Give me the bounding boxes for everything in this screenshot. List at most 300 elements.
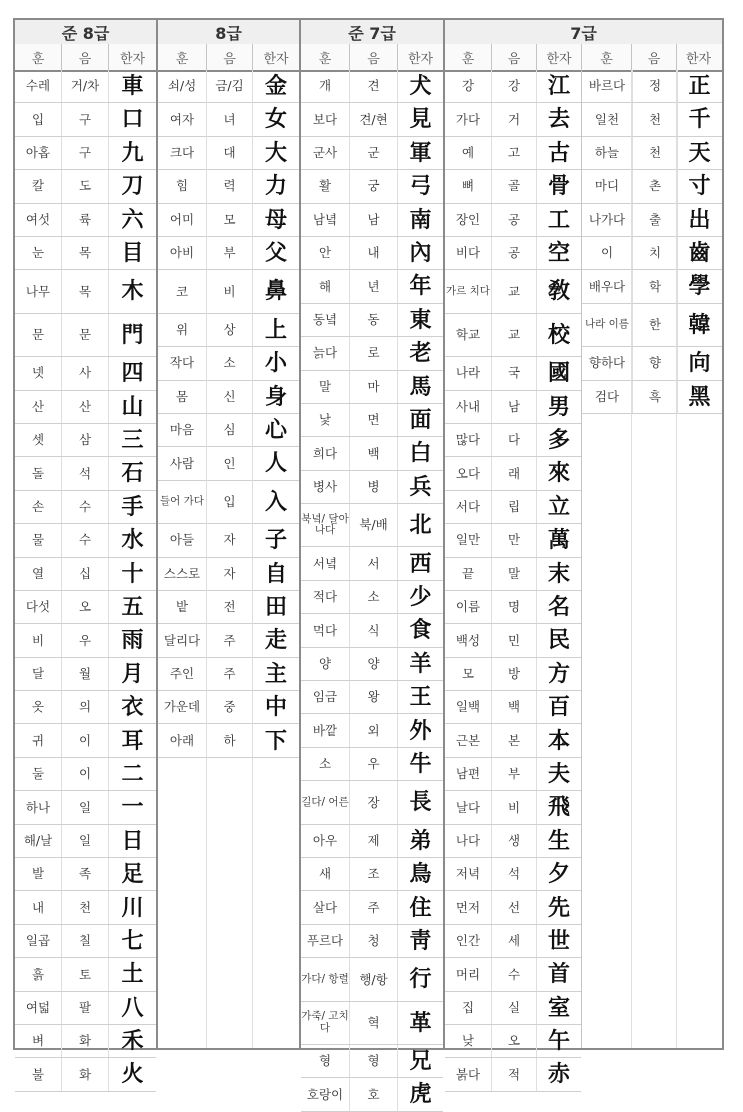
reading-cell: 부 xyxy=(206,237,252,269)
reading-cell: 목 xyxy=(61,237,108,269)
table-row xyxy=(158,381,299,414)
meaning-cell: 뼈 xyxy=(461,178,475,194)
reading-cell: 민 xyxy=(491,624,536,656)
reading-cell: 비 xyxy=(491,791,536,823)
meaning-cell: 강 xyxy=(461,78,475,94)
reading-cell: 오 xyxy=(491,1025,536,1057)
meaning-cell: 푸르다 xyxy=(306,933,344,949)
table-row xyxy=(445,624,581,657)
table-row xyxy=(445,137,581,170)
table-row xyxy=(301,547,443,580)
table-row xyxy=(445,457,581,490)
meaning-cell: 낮 xyxy=(461,1033,475,1049)
meaning-cell: 보다 xyxy=(312,111,338,127)
reading-cell: 주 xyxy=(206,624,252,656)
table-row xyxy=(15,314,156,357)
meaning-cell: 불 xyxy=(31,1066,45,1082)
table-row xyxy=(301,437,443,470)
hanja-cell: 一 xyxy=(108,791,156,823)
hanja-cell: 口 xyxy=(108,103,156,135)
hanja-cell: 子 xyxy=(252,524,299,556)
table-row xyxy=(15,270,156,313)
table-row xyxy=(158,724,299,757)
hanja-cell: 室 xyxy=(536,992,581,1024)
table-row xyxy=(301,471,443,504)
hanja-cell: 飛 xyxy=(536,791,581,823)
header-eum: 음 xyxy=(349,44,397,70)
table-row xyxy=(301,891,443,924)
reading-cell: 외 xyxy=(349,714,397,746)
table-row xyxy=(158,558,299,591)
reading-cell: 팔 xyxy=(61,992,108,1024)
meaning-cell: 여자 xyxy=(169,111,195,127)
table-row xyxy=(445,992,581,1025)
hanja-cell: 田 xyxy=(252,591,299,623)
meaning-cell: 열 xyxy=(31,565,45,581)
hanja-cell: 民 xyxy=(536,624,581,656)
meaning-cell: 개 xyxy=(318,78,332,94)
reading-cell: 오 xyxy=(61,591,108,623)
meaning-cell: 끝 xyxy=(461,565,475,581)
table-row xyxy=(15,491,156,524)
reading-cell: 강 xyxy=(491,70,536,102)
reading-cell: 양 xyxy=(349,648,397,680)
table-row xyxy=(301,581,443,614)
hanja-cell: 學 xyxy=(677,270,721,302)
hanja-cell: 校 xyxy=(536,314,581,356)
hanja-cell: 寸 xyxy=(677,170,721,202)
reading-cell: 서 xyxy=(349,547,397,579)
hanja-cell: 行 xyxy=(397,958,443,1000)
meaning-cell: 일백 xyxy=(455,699,481,715)
table-row xyxy=(445,825,581,858)
meaning-cell: 벼 xyxy=(31,1033,45,1049)
meaning-cell: 아비 xyxy=(169,245,195,261)
reading-cell: 천 xyxy=(632,137,677,169)
hanja-cell: 骨 xyxy=(536,170,581,202)
reading-cell: 목 xyxy=(61,270,108,312)
meaning-cell: 크다 xyxy=(169,145,195,161)
meaning-cell: 길다/ 어른 xyxy=(301,795,349,808)
reading-cell: 세 xyxy=(491,925,536,957)
reading-cell: 소 xyxy=(349,581,397,613)
hanja-cell: 雨 xyxy=(108,624,156,656)
hanja-cell: 男 xyxy=(536,391,581,423)
reading-cell: 산 xyxy=(61,391,108,423)
table-row xyxy=(301,337,443,370)
table-row xyxy=(158,691,299,724)
table-row xyxy=(15,103,156,136)
hanja-cell: 食 xyxy=(397,614,443,646)
reading-cell: 궁 xyxy=(349,170,397,202)
meaning-cell: 문 xyxy=(31,327,45,343)
meaning-cell: 가죽/ 고치다 xyxy=(301,1010,349,1034)
hanja-cell: 午 xyxy=(536,1025,581,1057)
hanja-cell: 自 xyxy=(252,558,299,590)
table-row xyxy=(445,357,581,390)
reading-cell: 력 xyxy=(206,170,252,202)
meaning-cell: 아래 xyxy=(169,732,195,748)
hanja-cell: 王 xyxy=(397,681,443,713)
hanja-cell: 向 xyxy=(677,347,721,379)
table-row xyxy=(582,381,722,414)
meaning-cell: 검다 xyxy=(594,388,620,404)
hanja-cell: 二 xyxy=(108,758,156,790)
table-row xyxy=(445,103,581,136)
reading-cell: 의 xyxy=(61,691,108,723)
table-row xyxy=(15,758,156,791)
table-row xyxy=(158,270,299,313)
hanja-cell: 下 xyxy=(252,724,299,756)
reading-cell: 대 xyxy=(206,137,252,169)
hanja-cell: 內 xyxy=(397,237,443,269)
table-row xyxy=(445,170,581,203)
table-row xyxy=(445,204,581,237)
hanja-cell: 外 xyxy=(397,714,443,746)
reading-cell: 월 xyxy=(61,658,108,690)
meaning-cell: 활 xyxy=(318,178,332,194)
section-jun8 xyxy=(15,20,156,1088)
table-row xyxy=(445,691,581,724)
hanja-cell: 南 xyxy=(397,204,443,236)
reading-cell: 다 xyxy=(491,424,536,456)
reading-cell: 이 xyxy=(61,758,108,790)
meaning-cell: 가운데 xyxy=(163,699,201,715)
reading-cell: 중 xyxy=(206,691,252,723)
hanja-cell: 住 xyxy=(397,891,443,923)
table-row xyxy=(15,424,156,457)
table-row xyxy=(445,791,581,824)
table-row xyxy=(445,1025,581,1058)
table-row xyxy=(15,357,156,390)
reading-cell: 토 xyxy=(61,958,108,990)
rows-list xyxy=(581,70,722,1048)
reading-cell: 자 xyxy=(206,558,252,590)
table-row xyxy=(582,237,722,270)
table-row xyxy=(445,491,581,524)
meaning-cell: 해 xyxy=(318,278,332,294)
meaning-cell: 장인 xyxy=(455,211,481,227)
table-row xyxy=(301,1002,443,1045)
meaning-cell: 바깥 xyxy=(312,722,338,738)
reading-cell: 년 xyxy=(349,270,397,302)
reading-cell: 천 xyxy=(61,891,108,923)
meaning-cell: 들어 가다 xyxy=(160,495,204,508)
reading-cell: 선 xyxy=(491,891,536,923)
hanja-cell: 見 xyxy=(397,103,443,135)
table-row xyxy=(301,781,443,824)
reading-cell: 행/항 xyxy=(349,958,397,1000)
table-row xyxy=(445,724,581,757)
reading-cell: 국 xyxy=(491,357,536,389)
table-row xyxy=(582,170,722,203)
meaning-cell: 저녁 xyxy=(455,866,481,882)
table-row xyxy=(158,103,299,136)
meaning-cell: 호랑이 xyxy=(306,1086,344,1102)
sub-header-row xyxy=(445,44,722,72)
meaning-cell: 먹다 xyxy=(312,622,338,638)
meaning-cell: 마음 xyxy=(169,422,195,438)
hanja-cell: 中 xyxy=(252,691,299,723)
hanja-cell: 方 xyxy=(536,658,581,690)
reading-cell: 구 xyxy=(61,137,108,169)
hanja-cell: 萬 xyxy=(536,524,581,556)
table-row xyxy=(15,992,156,1025)
hanja-cell: 木 xyxy=(108,270,156,312)
reading-cell: 학 xyxy=(632,270,677,302)
table-row xyxy=(445,70,581,103)
reading-cell: 수 xyxy=(61,491,108,523)
meaning-cell: 힘 xyxy=(175,178,189,194)
hanja-cell: 火 xyxy=(108,1058,156,1090)
reading-cell: 하 xyxy=(206,724,252,756)
hanja-cell: 人 xyxy=(252,447,299,479)
reading-cell: 이 xyxy=(61,724,108,756)
table-row xyxy=(158,237,299,270)
reading-cell: 전 xyxy=(206,591,252,623)
reading-cell: 실 xyxy=(491,992,536,1024)
table-row xyxy=(158,658,299,691)
reading-cell: 소 xyxy=(206,347,252,379)
hanja-cell: 車 xyxy=(108,70,156,102)
reading-cell: 적 xyxy=(491,1058,536,1090)
hanja-cell: 北 xyxy=(397,504,443,546)
table-row xyxy=(15,624,156,657)
hanja-cell: 本 xyxy=(536,724,581,756)
table-row xyxy=(15,1058,156,1091)
meaning-cell: 향하다 xyxy=(588,355,626,371)
table-row xyxy=(15,925,156,958)
table-row xyxy=(301,825,443,858)
table-row xyxy=(158,347,299,380)
meaning-cell: 내 xyxy=(31,899,45,915)
reading-cell: 수 xyxy=(61,524,108,556)
table-row xyxy=(301,70,443,103)
reading-cell: 입 xyxy=(206,481,252,523)
meaning-cell: 배우다 xyxy=(588,278,626,294)
reading-cell: 고 xyxy=(491,137,536,169)
header-hanja: 한자 xyxy=(252,44,299,70)
meaning-cell: 바르다 xyxy=(588,78,626,94)
header-hanja: 한자 xyxy=(676,44,720,70)
table-row xyxy=(582,70,722,103)
reading-cell: 석 xyxy=(61,457,108,489)
reading-cell: 호 xyxy=(349,1078,397,1110)
table-row xyxy=(301,925,443,958)
meaning-cell: 코 xyxy=(175,283,189,299)
hanja-cell: 手 xyxy=(108,491,156,523)
reading-cell: 거 xyxy=(491,103,536,135)
reading-cell: 병 xyxy=(349,471,397,503)
meaning-cell: 병사 xyxy=(312,479,338,494)
reading-cell: 출 xyxy=(632,204,677,236)
table-row xyxy=(15,858,156,891)
table-row xyxy=(582,204,722,237)
section-8 xyxy=(156,20,299,1048)
hanja-cell: 正 xyxy=(677,70,721,102)
hanja-cell: 母 xyxy=(252,204,299,236)
meaning-cell: 칼 xyxy=(31,178,45,194)
meaning-cell: 하나 xyxy=(25,799,51,815)
reading-cell: 촌 xyxy=(632,170,677,202)
meaning-cell: 눈 xyxy=(31,245,45,261)
reading-cell: 왕 xyxy=(349,681,397,713)
reading-cell: 일 xyxy=(61,791,108,823)
hanja-cell: 靑 xyxy=(397,925,443,957)
meaning-cell: 흙 xyxy=(31,966,45,982)
meaning-cell: 귀 xyxy=(31,732,45,748)
rows-list xyxy=(301,70,443,1108)
meaning-cell: 나라 이름 xyxy=(585,318,629,331)
meaning-cell: 많다 xyxy=(455,432,481,448)
table-row xyxy=(15,391,156,424)
meaning-cell: 어미 xyxy=(169,211,195,227)
hanja-cell: 多 xyxy=(536,424,581,456)
table-row xyxy=(15,825,156,858)
meaning-cell: 이름 xyxy=(455,599,481,615)
hanja-cell: 走 xyxy=(252,624,299,656)
meaning-cell: 옷 xyxy=(31,699,45,715)
meaning-cell: 주인 xyxy=(169,665,195,681)
reading-cell: 수 xyxy=(491,958,536,990)
hanja-cell: 上 xyxy=(252,314,299,346)
meaning-cell: 마디 xyxy=(594,178,620,194)
meaning-cell: 발 xyxy=(31,866,45,882)
reading-cell: 백 xyxy=(349,437,397,469)
meaning-cell: 달 xyxy=(31,665,45,681)
meaning-cell: 가다/ 항렬 xyxy=(301,972,349,985)
reading-cell: 마 xyxy=(349,371,397,403)
table-row xyxy=(445,270,581,313)
hanja-cell: 兄 xyxy=(397,1045,443,1077)
reading-cell: 혁 xyxy=(349,1002,397,1044)
table-row xyxy=(301,404,443,437)
table-row xyxy=(301,270,443,303)
hanja-cell: 足 xyxy=(108,858,156,890)
table-row xyxy=(301,237,443,270)
hanja-cell: 禾 xyxy=(108,1025,156,1057)
hanja-cell: 八 xyxy=(108,992,156,1024)
table-row xyxy=(158,524,299,557)
reading-cell: 공 xyxy=(491,237,536,269)
hanja-cell: 土 xyxy=(108,958,156,990)
reading-cell: 륙 xyxy=(61,204,108,236)
meaning-cell: 작다 xyxy=(169,355,195,371)
hanja-cell: 十 xyxy=(108,558,156,590)
table-row xyxy=(445,314,581,357)
section-title: 준 7급 xyxy=(301,20,443,45)
meaning-cell: 적다 xyxy=(312,589,338,605)
header-hanja: 한자 xyxy=(397,44,443,70)
table-row xyxy=(445,658,581,691)
header-hanja: 한자 xyxy=(536,44,581,70)
meaning-cell: 예 xyxy=(461,145,475,161)
table-row xyxy=(15,724,156,757)
reading-cell: 칠 xyxy=(61,925,108,957)
hanja-cell: 工 xyxy=(536,204,581,236)
reading-cell: 내 xyxy=(349,237,397,269)
meaning-cell: 이 xyxy=(600,245,614,261)
hanja-cell: 年 xyxy=(397,270,443,302)
meaning-cell: 다섯 xyxy=(25,599,51,615)
table-row xyxy=(15,958,156,991)
table-row xyxy=(582,347,722,380)
table-row xyxy=(15,658,156,691)
hanja-cell: 生 xyxy=(536,825,581,857)
reading-cell: 부 xyxy=(491,758,536,790)
table-row xyxy=(445,524,581,557)
reading-cell: 천 xyxy=(632,103,677,135)
table-row xyxy=(582,137,722,170)
table-row xyxy=(445,424,581,457)
meaning-cell: 집 xyxy=(461,999,475,1015)
hanja-cell: 父 xyxy=(252,237,299,269)
reading-cell: 거/차 xyxy=(61,70,108,102)
table-row xyxy=(158,204,299,237)
meaning-cell: 달리다 xyxy=(163,632,201,648)
reading-cell: 남 xyxy=(491,391,536,423)
reading-cell: 남 xyxy=(349,204,397,236)
hanja-cell: 西 xyxy=(397,547,443,579)
hanja-cell: 白 xyxy=(397,437,443,469)
reading-cell: 주 xyxy=(206,658,252,690)
meaning-cell: 셋 xyxy=(31,432,45,448)
meaning-cell: 나가다 xyxy=(588,211,626,227)
table-row xyxy=(445,925,581,958)
meaning-cell: 스스로 xyxy=(163,565,201,581)
table-row xyxy=(445,858,581,891)
table-row xyxy=(301,103,443,136)
table-row xyxy=(445,591,581,624)
hanja-cell: 空 xyxy=(536,237,581,269)
reading-cell: 화 xyxy=(61,1058,108,1090)
hanja-cell: 耳 xyxy=(108,724,156,756)
meaning-cell: 소 xyxy=(318,756,332,772)
meaning-cell: 둘 xyxy=(31,766,45,782)
meaning-cell: 북녘/ 달아나다 xyxy=(301,512,349,537)
meaning-cell: 살다 xyxy=(312,899,338,915)
hanja-cell: 犬 xyxy=(397,70,443,102)
reading-cell: 심 xyxy=(206,414,252,446)
hanja-cell: 名 xyxy=(536,591,581,623)
reading-cell: 청 xyxy=(349,925,397,957)
hanja-cell: 長 xyxy=(397,781,443,823)
hanja-cell: 去 xyxy=(536,103,581,135)
table-row xyxy=(158,314,299,347)
meaning-cell: 모 xyxy=(461,665,475,681)
sub-header-row xyxy=(15,44,156,72)
header-eum: 음 xyxy=(631,44,676,70)
hanja-cell: 夕 xyxy=(536,858,581,890)
hanja-cell: 面 xyxy=(397,404,443,436)
table-row xyxy=(158,170,299,203)
hanja-cell: 女 xyxy=(252,103,299,135)
hanja-cell: 江 xyxy=(536,70,581,102)
table-row xyxy=(15,558,156,591)
meaning-cell: 하늘 xyxy=(594,145,620,161)
reading-cell: 족 xyxy=(61,858,108,890)
reading-cell: 견 xyxy=(349,70,397,102)
hanja-cell: 六 xyxy=(108,204,156,236)
reading-cell: 모 xyxy=(206,204,252,236)
meaning-cell: 가르 치다 xyxy=(446,284,490,297)
reading-cell: 로 xyxy=(349,337,397,369)
meaning-cell: 넷 xyxy=(31,365,45,381)
reading-cell: 식 xyxy=(349,614,397,646)
hanja-cell: 心 xyxy=(252,414,299,446)
hanja-cell: 少 xyxy=(397,581,443,613)
table-row xyxy=(15,457,156,490)
